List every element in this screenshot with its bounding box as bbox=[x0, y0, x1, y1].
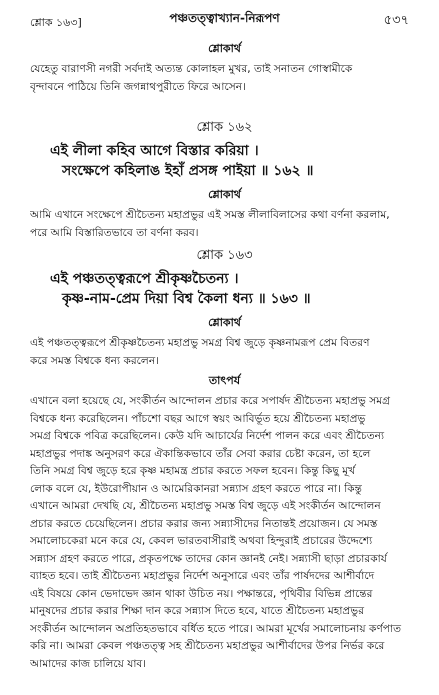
text-line: সমগ্র বিশ্বকে পবিত্র করেছিলেন। কেউ যদি আচার্যের নির্দেশ পালন করে এবং শ্রীচৈতন্য bbox=[30, 430, 385, 442]
verse-line: সংক্ষেপে কহিলাঙ ইহাঁ প্রসঙ্গ পাইয়া ॥ ১৬২ ॥ bbox=[62, 163, 314, 179]
page-number: ৫৩৭ bbox=[383, 13, 409, 28]
translation-162 bbox=[30, 186, 419, 242]
purport-text bbox=[30, 393, 419, 673]
translation-163 bbox=[30, 314, 419, 370]
text-line: সমালোচকেরা মনে করে যে, কেবল ভারতবাসীরাই অথবা হিন্দুরাই প্রচারের উদ্দেশ্যে bbox=[30, 535, 373, 547]
purport-section bbox=[30, 372, 419, 673]
running-header bbox=[30, 10, 419, 32]
translation-heading: শ্লোকার্থ bbox=[208, 188, 241, 201]
chapter-title: পঞ্চতত্ত্বাখ্যান-নিরূপণ bbox=[169, 11, 280, 25]
text-line: বৃন্দাবনে পাঠিয়ে তিনি জগন্নাথপুরীতে ফিরে আসেন। bbox=[30, 80, 246, 93]
text-line: এখানে আমরা দেখছি যে, শ্রীচৈতন্য মহাপ্রভু সমস্ত বিশ্ব জুড়ে এই সংকীর্তন আন্দোলন bbox=[30, 500, 381, 512]
translation-heading: শ্লোকার্থ bbox=[208, 316, 241, 329]
translation-161 bbox=[30, 40, 419, 96]
text-line: বিশ্বকে ধন্য করেছিলেন। পাঁচশো বছর আগে স্বয়ং আবির্ভূত হয়ে শ্রীচৈতন্য মহাপ্রভু bbox=[30, 412, 366, 425]
verse-text bbox=[30, 141, 419, 181]
text-line: আমাদের কাজ চালিয়ে যাব। bbox=[30, 657, 147, 670]
text-line: পরে আমি বিস্তারিতভাবে তা বর্ণনা করব। bbox=[30, 226, 199, 239]
text-line: লোক বলে যে, ইউরোপীয়ান ও আমেরিকানরা সন্ন্যাস গ্রহণ করতে পারে না। কিন্তু bbox=[30, 482, 362, 495]
text-line: এখানে বলা হয়েছে যে, সংকীর্তন আন্দোলন প্রচার করে সপার্ষদ শ্রীচৈতন্য মহাপ্রভু সমগ্র bbox=[30, 395, 391, 407]
translation-text bbox=[30, 207, 419, 242]
text-line: করে সমস্ত বিশ্বকে ধন্য করলেন। bbox=[30, 354, 159, 367]
verse-number: শ্লোক ১৬৩ bbox=[196, 248, 253, 263]
verse-number: শ্লোক ১৬২ bbox=[196, 120, 253, 135]
verse-line: এই লীলা কহিব আগে বিস্তার করিয়া । bbox=[50, 143, 259, 159]
verse-162 bbox=[30, 118, 419, 181]
text-line: সংকীর্তন আন্দোলন অপ্রতিহতভাবে বর্ধিত হতে পারে। আমরা মূর্খের সমালোচনায় কর্ণপাত bbox=[30, 622, 402, 635]
text-line: যেহেতু বারাণসী নগরী সর্বদাই অত্যন্ত কোলাহল মুখর, তাই সনাতন গোস্বামীকে bbox=[30, 63, 353, 75]
purport-heading: তাৎপর্য bbox=[208, 374, 241, 387]
header-verse-ref: শ্লোক ১৬৩] bbox=[30, 16, 82, 29]
text-line: এই বিষয়ে কোন ভেদাভেদ জ্ঞান থাকা উচিত নয়। পক্ষান্তরে, পৃথিবীর বিভিন্ন প্রান্তের bbox=[30, 587, 373, 600]
text-line: সন্ন্যাস গ্রহণ করতে পারে, প্রকৃতপক্ষে তাদের কোন জ্ঞানই নেই। সন্ন্যাসী ছাড়া প্রচারকার্য bbox=[30, 552, 387, 565]
text-line: মহাপ্রভুর পদাঙ্ক অনুসরণ করে ঐকান্তিকভাবে তাঁর সেবা করার চেষ্টা করেন, তা হলে bbox=[30, 447, 371, 460]
text-line: করি না। আমরা কেবল পঞ্চতত্ত্ব সহ শ্রীচৈতন্য মহাপ্রভুর আশীর্বাদের উপর নির্ভর করে bbox=[30, 640, 385, 652]
text-line: এই পঞ্চতত্ত্বরূপে শ্রীকৃষ্ণচৈতন্য মহাপ্রভু সমগ্র বিশ্ব জুড়ে কৃষ্ণনামরূপ প্রেম বিতরণ bbox=[30, 337, 370, 349]
text-line: প্রচার করতে চেয়েছিলেন। প্রচার করার জন্য সন্ন্যাসীদের নিতান্তই প্রয়োজন। যে সমস্ত bbox=[30, 517, 378, 530]
translation-text bbox=[30, 335, 419, 370]
verse-line: কৃষ্ণ-নাম-প্রেম দিয়া বিশ্ব কৈলা ধন্য ॥ ১৬৩ ॥ bbox=[62, 291, 311, 307]
translation-heading: শ্লোকার্থ bbox=[208, 42, 241, 55]
text-line: মানুষদের প্রচার করার শিক্ষা দান করে সন্ন্যাস দিতে হবে, যাতে শ্রীচৈতন্য মহাপ্রভুর bbox=[30, 605, 365, 617]
text-line: তিনি সমগ্র বিশ্ব জুড়ে হরে কৃষ্ণ মহামন্ত্র প্রচার করতে সফল হবেন। কিন্তু কিছু মূর্খ bbox=[30, 465, 356, 477]
text-line: আমি এখানে সংক্ষেপে শ্রীচৈতন্য মহাপ্রভুর এই সমস্ত লীলাবিলাসের কথা বর্ণনা করলাম, bbox=[30, 209, 390, 221]
verse-163 bbox=[30, 246, 419, 309]
verse-line: এই পঞ্চতত্ত্বরূপে শ্রীকৃষ্ণচৈতন্য । bbox=[50, 271, 239, 287]
verse-text bbox=[30, 269, 419, 309]
text-line: ব্যাহত হবে। তাই শ্রীচৈতন্য মহাপ্রভুর নির্দেশ অনুসারে এবং তাঁর পার্ষদদের আশীর্বাদে bbox=[30, 570, 375, 582]
translation-text bbox=[30, 61, 419, 96]
